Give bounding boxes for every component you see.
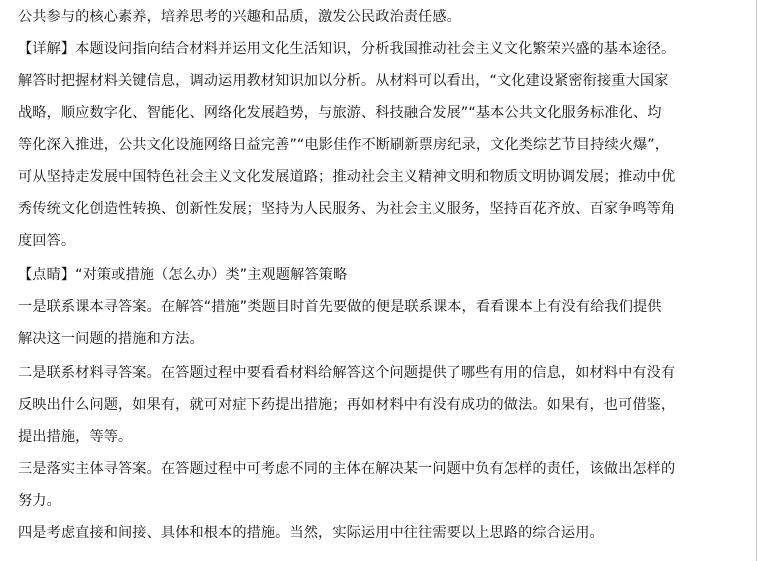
text-line-15: 三是落实主体寻答案。在答题过程中可考虑不同的主体在解决某一问题中负有怎样的责任，该做出怎样的 (18, 461, 676, 477)
text-line-3: 解答时把握材料关键信息，调动运用教材知识加以分析。从材料可以看出，“文化建设紧密衔接重大国家 (18, 73, 669, 89)
text-line-12: 二是联系材料寻答案。在答题过程中要看看材料给解答这个问题提供了哪些有用的信息，如材料中有没有 (18, 365, 676, 381)
text-line-2: 【详解】本题设问指向结合材料并运用文化生活知识，分析我国推动社会主义文化繁荣兴盛的基本途径。 (18, 41, 676, 57)
text-line-5: 等化深入推进，公共文化设施网络日益完善”“电影佳作不断刷新票房纪录，文化类综艺节目持续火爆”， (18, 137, 670, 153)
text-line-17: 四是考虑直接和间接、具体和根本的措施。当然，实际运用中往往需要以上思路的综合运用。 (18, 525, 604, 541)
text-line-1: 公共参与的核心素养，培养思考的兴趣和品质，激发公民政治责任感。 (18, 9, 461, 25)
text-line-14: 提出措施，等等。 (18, 429, 133, 445)
text-line-4: 战略，顺应数字化、智能化、网络化发展趋势，与旅游、科技融合发展”“基本公共文化服务标准化、均 (18, 105, 662, 121)
page-edge-divider (756, 0, 757, 561)
text-line-10: 一是联系课本寻答案。在解答“措施”类题目时首先要做的便是联系课本，看看课本上有没有给我们提供 (18, 299, 662, 315)
text-line-16: 努力。 (18, 493, 61, 509)
text-line-13: 反映出什么问题，如果有，就可对症下药提出措施；再如材料中有没有成功的做法。如果有，也可借鉴， (18, 397, 676, 413)
text-line-6: 可从坚持走发展中国特色社会主义文化发展道路；推动社会主义精神文明和物质文明协调发展；推动中优 (18, 169, 676, 185)
text-line-7: 秀传统文化创造性转换、创新性发展；坚持为人民服务、为社会主义服务，坚持百花齐放、百家争鸣等角 (18, 201, 676, 217)
text-line-9: 【点睛】“对策或措施（怎么办）类”主观题解答策略 (18, 267, 348, 283)
text-line-11: 解决这一问题的措施和方法。 (18, 331, 204, 347)
text-line-8: 度回答。 (18, 233, 76, 249)
